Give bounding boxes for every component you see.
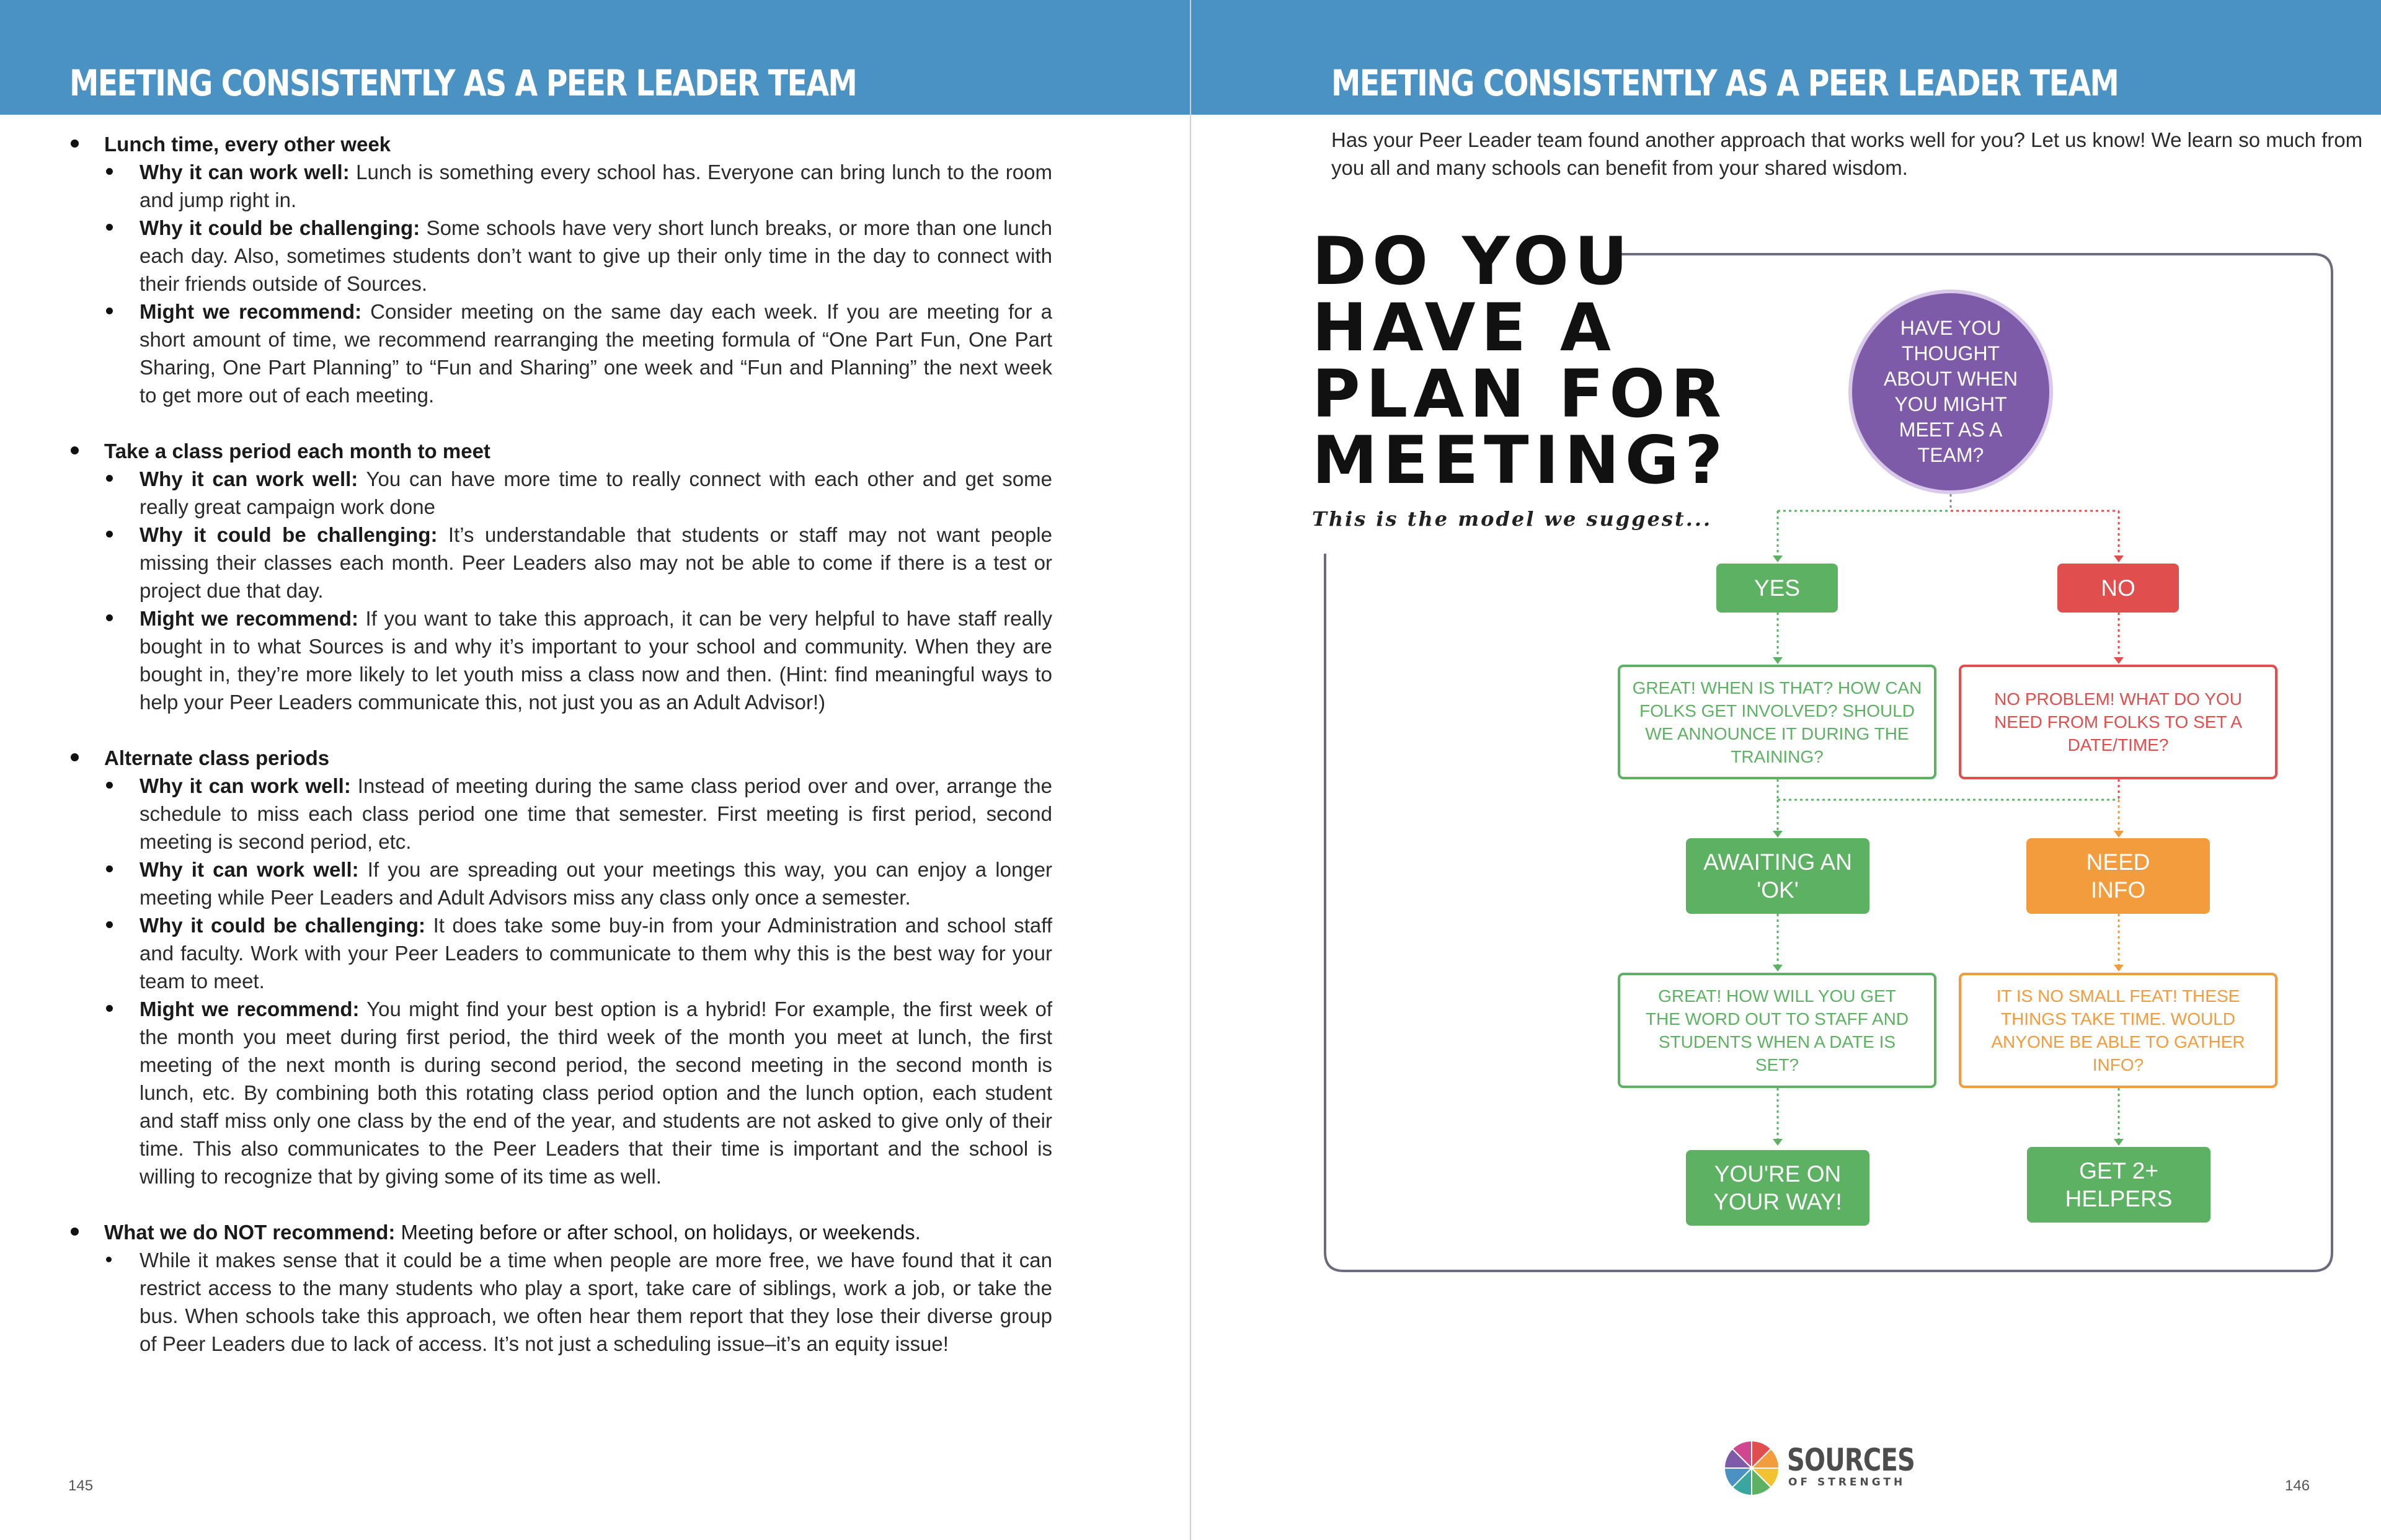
item-text: You might find your best option is a hybrid! For example, the first week of the month you meet during first period, the third week of the month you meet at lunch, the first meeting of the next month is during second period, the second meeting in the second month is lunch, etc. By combining both this rotating class period option and the lunch option, each student and staff miss only one class by the end of the year, and students are not asked to give only of their time. This also communicates to the Peer Leaders that their time is important and the school is willing to recognize that by giving some of its time as well.	[140, 998, 1053, 1188]
list-item	[69, 995, 1052, 1190]
list-item	[69, 521, 1052, 604]
page-title: MEETING CONSISTENTLY AS A PEER LEADER TEAM	[69, 62, 857, 104]
item-label: Why it could be challenging:	[140, 523, 438, 546]
item-text: If you want to take this approach, it can be very helpful to have staff really bought in to what Sources is and why it’s important to your school and community. When they are bought in, they’re more likely to let youth miss a class now and then. (Hint: find meaningful ways to help your Peer Leaders communicate this, not just you as an Adult Advisor!)	[140, 607, 1052, 714]
page-number: 146	[2285, 1477, 2310, 1494]
item-label: Why it could be challenging:	[140, 216, 420, 239]
item-text: Instead of meeting during the same class period over and over, arrange the schedule to miss each class period one time that semester. First meeting is first period, second meeting is second period, etc.	[140, 774, 1052, 853]
awaiting-response-box: GREAT! HOW WILL YOU GET THE WORD OUT TO STAFF AND STUDENTS WHEN A DATE IS SET?	[1618, 973, 1936, 1088]
section-heading	[69, 437, 1052, 465]
heading-text: Alternate class periods	[104, 746, 330, 769]
heading-text: Lunch time, every other week	[104, 133, 391, 156]
item-text: Some schools have very short lunch breaks, or more than one lunch each day. Also, sometimes students don’t want to give up their only time in the day to connect with their friends outside of Sources.	[140, 216, 1052, 295]
item-text: While it makes sense that it could be a time when people are more free, we have found that it can restrict access to the many students who play a sport, take care of siblings, work a job, or take the bus. When schools take this approach, we often hear them report that they lose their diverse group of Peer Leaders due to lack of access. It’s not just a scheduling issue–it’s an equity issue!	[140, 1249, 1052, 1355]
item-text: It does take some buy-in from your Administration and school staff and faculty. Work with your Peer Leaders to communicate to them why this is the best way for your team to meet.	[140, 914, 1052, 993]
need-info-response-box: IT IS NO SMALL FEAT! THESE THINGS TAKE TIME. WOULD ANYONE BE ABLE TO GATHER INFO?	[1959, 973, 2277, 1088]
flowchart-title	[1312, 223, 1729, 498]
item-label: Might we recommend:	[140, 998, 360, 1020]
flowchart-subtitle: This is the model we suggest...	[1312, 507, 1713, 531]
section-heading	[69, 744, 1052, 772]
section-alternate	[69, 744, 1052, 1190]
list-item	[69, 911, 1052, 995]
item-text: It’s understandable that students or staff may not want people missing their classes each month. Peer Leaders also may not be able to come if there is a test or project due that day.	[140, 523, 1052, 602]
list-item	[69, 298, 1052, 409]
question-circle	[1848, 290, 2053, 494]
sources-logo-icon	[1723, 1440, 1780, 1497]
list-item	[69, 1246, 1052, 1358]
logo-name: SOURCES	[1787, 1442, 1915, 1478]
item-label: Why it can work well:	[140, 467, 358, 490]
item-text: If you are spreading out your meetings this way, you can enjoy a longer meeting while Peer Leaders and Adult Advisors miss any class only once a semester.	[140, 858, 1052, 909]
item-text: Consider meeting on the same day each week. If you are meeting for a short amount of time, we recommend rearranging the meeting formula of “One Part Fun, One Part Sharing, One Part Planning” to “Fun and Sharing” one week and “Fun and Planning” the next week to get more out of each meeting.	[140, 300, 1052, 407]
title-line: DO YOU	[1312, 223, 1634, 299]
heading-text: Meeting before or after school, on holidays, or weekends.	[395, 1221, 921, 1244]
flowchart	[1191, 0, 2381, 1540]
heading-label: What we do NOT recommend:	[104, 1221, 396, 1244]
title-line: MEETING?	[1312, 422, 1729, 498]
yes-node: YES	[1716, 564, 1838, 613]
section-heading	[69, 1218, 1052, 1246]
page-number: 145	[68, 1477, 94, 1494]
yes-response-box: GREAT! WHEN IS THAT? HOW CAN FOLKS GET INVOLVED? SHOULD WE ANNOUNCE IT DURING THE TRAINING?	[1618, 665, 1936, 779]
page-title: MEETING CONSISTENTLY AS A PEER LEADER TEAM	[1331, 62, 2119, 104]
no-node: NO	[2057, 564, 2179, 613]
heading-text: Take a class period each month to meet	[104, 440, 490, 462]
section-heading	[69, 130, 1052, 158]
item-label: Why it can work well:	[140, 858, 359, 881]
item-label: Might we recommend:	[140, 300, 362, 323]
section-not-recommend	[69, 1218, 1052, 1358]
list-item	[69, 465, 1052, 521]
list-item	[69, 772, 1052, 856]
list-item	[69, 604, 1052, 716]
logo-tagline: OF STRENGTH	[1788, 1476, 1906, 1489]
list-item	[69, 214, 1052, 298]
youre-on-your-way-node: YOU'RE ON YOUR WAY!	[1686, 1150, 1869, 1226]
section-class-period	[69, 437, 1052, 716]
item-text: Lunch is something every school has. Everyone can bring lunch to the room and jump right in.	[140, 161, 1052, 211]
body-text	[69, 130, 1052, 1386]
get-helpers-node: GET 2+ HELPERS	[2027, 1147, 2210, 1223]
intro-paragraph: Has your Peer Leader team found another approach that works well for you? Let us know! We learn so much from you all and many schools can benefit from your shared wisdom.	[1331, 128, 2363, 179]
item-label: Why it can work well:	[140, 161, 350, 184]
title-line: HAVE A	[1312, 290, 1616, 366]
no-response-box: NO PROBLEM! WHAT DO YOU NEED FROM FOLKS TO SET A DATE/TIME?	[1959, 665, 2277, 779]
item-text: You can have more time to really connect with each other and get some really great campaign work done	[140, 467, 1052, 518]
list-item	[69, 158, 1052, 214]
left-page	[0, 0, 1190, 1540]
right-page	[1191, 0, 2381, 1540]
item-label: Might we recommend:	[140, 607, 359, 630]
list-item	[69, 856, 1052, 911]
section-lunch	[69, 130, 1052, 409]
question-text: HAVE YOU THOUGHT ABOUT WHEN YOU MIGHT MEET AS A TEAM?	[1883, 317, 2018, 466]
item-label: Why it can work well:	[140, 774, 351, 797]
title-line: PLAN FOR	[1312, 356, 1727, 432]
awaiting-ok-node: AWAITING AN 'OK'	[1686, 838, 1869, 914]
item-label: Why it could be challenging:	[140, 914, 426, 937]
need-info-node: NEED INFO	[2026, 838, 2210, 914]
